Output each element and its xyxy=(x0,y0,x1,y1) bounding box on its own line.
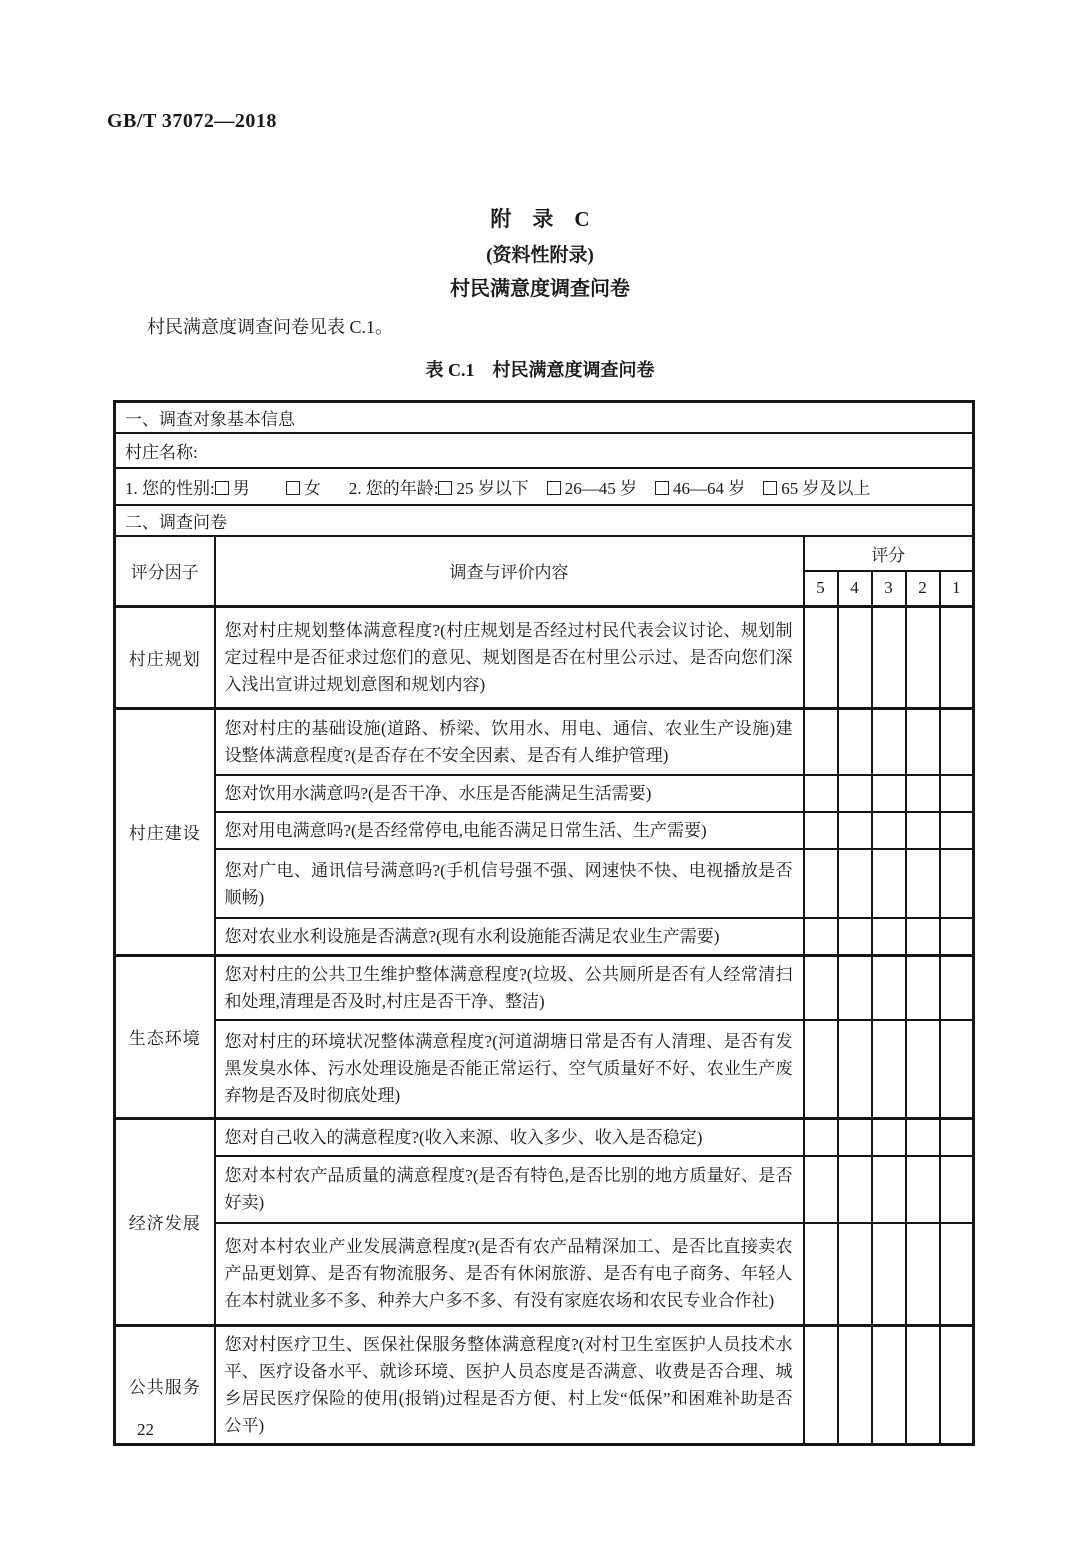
factor-village-construction: 村庄建设 xyxy=(115,708,215,956)
table-row xyxy=(115,402,974,434)
table-row xyxy=(115,606,974,708)
table-row xyxy=(115,956,974,1021)
score-cell[interactable] xyxy=(804,775,838,812)
score-cell[interactable] xyxy=(838,1020,872,1118)
checkbox-icon[interactable] xyxy=(438,481,452,495)
score-cell[interactable] xyxy=(906,956,940,1021)
age-option-label: 46—64 岁 xyxy=(672,479,746,498)
age-option-label: 26—45 岁 xyxy=(564,479,637,498)
factor-public-services: 公共服务 xyxy=(115,1326,215,1445)
section1-header: 一、调查对象基本信息 xyxy=(115,402,974,434)
score-cell[interactable] xyxy=(940,956,974,1021)
table-row xyxy=(115,918,974,956)
age-option-label: 65 岁及以上 xyxy=(781,479,871,498)
col-header-factor: 评分因子 xyxy=(115,536,215,606)
score-cell[interactable] xyxy=(838,606,872,708)
checkbox-icon[interactable] xyxy=(547,481,561,495)
score-cell[interactable] xyxy=(872,956,906,1021)
score-cell[interactable] xyxy=(804,812,838,849)
col-header-score: 评分 xyxy=(804,536,974,571)
score-cell[interactable] xyxy=(940,708,974,775)
score-cell[interactable] xyxy=(872,1326,906,1445)
score-cell[interactable] xyxy=(838,956,872,1021)
score-cell[interactable] xyxy=(838,1223,872,1326)
col-header-content: 调查与评价内容 xyxy=(215,536,804,606)
score-cell[interactable] xyxy=(940,1326,974,1445)
page-number: 22 xyxy=(137,1420,154,1439)
question-text: 您对村庄的环境状况整体满意程度?(河道湖塘日常是否有人清理、是否有发黑发臭水体、污水处理设施是否能正常运行、空气质量好不好、农业生产废弃物是否及时彻底处理) xyxy=(215,1020,804,1118)
score-cell[interactable] xyxy=(804,956,838,1021)
question-text: 您对村庄规划整体满意程度?(村庄规划是否经过村民代表会议讨论、规划制定过程中是否征求过您们的意见、规划图是否在村里公示过、是否向您们深入浅出宣讲过规划意图和规划内容) xyxy=(215,606,804,708)
section2-header: 二、调查问卷 xyxy=(115,505,974,536)
table-row xyxy=(115,849,974,918)
score-cell[interactable] xyxy=(906,1020,940,1118)
score-cell[interactable] xyxy=(940,1156,974,1223)
table-caption: 表 C.1 村民满意度调查问卷 xyxy=(425,360,655,380)
score-cell[interactable] xyxy=(940,775,974,812)
score-cell[interactable] xyxy=(838,708,872,775)
question-text: 您对广电、通讯信号满意吗?(手机信号强不强、网速快不快、电视播放是否顺畅) xyxy=(215,849,804,918)
age-question-label: 2. 您的年龄: xyxy=(348,479,439,498)
age-option-under-25[interactable] xyxy=(438,474,528,499)
gender-option-male-label: 男 xyxy=(232,479,250,498)
score-level-3: 3 xyxy=(872,571,906,606)
question-text: 您对村庄的公共卫生维护整体满意程度?(垃圾、公共厕所是否有人经常清扫和处理,清理是否及时,村庄是否干净、整洁) xyxy=(215,956,804,1021)
score-cell[interactable] xyxy=(940,918,974,956)
age-option-26-45[interactable] xyxy=(547,474,637,499)
survey-table xyxy=(113,400,975,1446)
table-row xyxy=(115,1118,974,1156)
village-name-field[interactable] xyxy=(115,433,974,468)
table-row xyxy=(115,708,974,775)
score-cell[interactable] xyxy=(872,918,906,956)
score-cell[interactable] xyxy=(940,1118,974,1156)
score-cell[interactable] xyxy=(906,1118,940,1156)
score-cell[interactable] xyxy=(872,606,906,708)
score-cell[interactable] xyxy=(872,849,906,918)
demographics-row xyxy=(115,468,974,505)
score-cell[interactable] xyxy=(804,1020,838,1118)
score-cell[interactable] xyxy=(838,775,872,812)
question-text: 您对饮用水满意吗?(是否干净、水压是否能满足生活需要) xyxy=(215,775,804,812)
score-cell[interactable] xyxy=(940,1223,974,1326)
table-row xyxy=(115,433,974,468)
gender-option-male[interactable] xyxy=(215,474,250,499)
score-cell[interactable] xyxy=(872,1020,906,1118)
score-cell[interactable] xyxy=(804,708,838,775)
score-cell[interactable] xyxy=(940,849,974,918)
checkbox-icon[interactable] xyxy=(655,481,669,495)
score-cell[interactable] xyxy=(906,1223,940,1326)
age-option-46-64[interactable] xyxy=(655,474,745,499)
appendix-subtitle: (资料性附录) xyxy=(486,245,594,266)
score-cell[interactable] xyxy=(804,1118,838,1156)
gender-option-female-label: 女 xyxy=(303,479,321,498)
score-cell[interactable] xyxy=(872,1118,906,1156)
score-cell[interactable] xyxy=(838,849,872,918)
score-cell[interactable] xyxy=(940,812,974,849)
score-cell[interactable] xyxy=(940,1020,974,1118)
score-cell[interactable] xyxy=(872,1156,906,1223)
score-cell[interactable] xyxy=(872,775,906,812)
score-cell[interactable] xyxy=(804,1223,838,1326)
factor-ecological-environment: 生态环境 xyxy=(115,956,215,1119)
table-row xyxy=(115,775,974,812)
factor-village-planning: 村庄规划 xyxy=(115,606,215,708)
score-cell[interactable] xyxy=(906,1326,940,1445)
score-cell[interactable] xyxy=(906,708,940,775)
score-level-4: 4 xyxy=(838,571,872,606)
score-cell[interactable] xyxy=(804,1156,838,1223)
question-text: 您对用电满意吗?(是否经常停电,电能否满足日常生活、生产需要) xyxy=(215,812,804,849)
checkbox-icon[interactable] xyxy=(286,481,300,495)
score-cell[interactable] xyxy=(838,1118,872,1156)
checkbox-icon[interactable] xyxy=(763,481,777,495)
question-text: 您对本村农产品质量的满意程度?(是否有特色,是否比别的地方质量好、是否好卖) xyxy=(215,1156,804,1223)
question-text: 您对本村农业产业发展满意程度?(是否有农产品精深加工、是否比直接卖农产品更划算、是否有物流服务、是否有休闲旅游、是否有电子商务、年轻人在本村就业多不多、种养大户多不多、有没有家庭农场和农民专业合作社) xyxy=(215,1223,804,1326)
question-text: 您对村庄的基础设施(道路、桥梁、饮用水、用电、通信、农业生产设施)建设整体满意程度?(是否存在不安全因素、是否有人维护管理) xyxy=(215,708,804,775)
score-cell[interactable] xyxy=(940,606,974,708)
score-level-5: 5 xyxy=(804,571,838,606)
factor-economic-development: 经济发展 xyxy=(115,1118,215,1326)
table-row xyxy=(115,1156,974,1223)
table-row xyxy=(115,1020,974,1118)
score-cell[interactable] xyxy=(906,775,940,812)
table-row xyxy=(115,505,974,536)
score-cell[interactable] xyxy=(838,1156,872,1223)
table-header-row xyxy=(115,536,974,571)
table-row xyxy=(115,1326,974,1445)
table-row xyxy=(115,812,974,849)
score-cell[interactable] xyxy=(872,812,906,849)
score-cell[interactable] xyxy=(804,606,838,708)
gender-option-female[interactable] xyxy=(286,474,321,499)
score-level-1: 1 xyxy=(940,571,974,606)
appendix-label: 附 录 C xyxy=(490,207,590,231)
age-option-label: 25 岁以下 xyxy=(456,479,529,498)
score-level-2: 2 xyxy=(906,571,940,606)
score-cell[interactable] xyxy=(838,918,872,956)
score-cell[interactable] xyxy=(804,918,838,956)
score-cell[interactable] xyxy=(838,812,872,849)
question-text: 您对村医疗卫生、医保社保服务整体满意程度?(对村卫生室医护人员技术水平、医疗设备水平、就诊环境、医护人员态度是否满意、收费是否合理、城乡居民医疗保险的使用(报销)过程是否方便、村上发“低保”和困难补助是否公平) xyxy=(215,1326,804,1445)
question-text: 您对农业水利设施是否满意?(现有水利设施能否满足农业生产需要) xyxy=(215,918,804,956)
standard-number: GB/T 37072—2018 xyxy=(107,110,277,132)
question-text: 您对自己收入的满意程度?(收入来源、收入多少、收入是否稳定) xyxy=(215,1118,804,1156)
appendix-title: 村民满意度调查问卷 xyxy=(450,278,630,300)
score-cell[interactable] xyxy=(838,1326,872,1445)
intro-paragraph: 村民满意度调查问卷见表 C.1。 xyxy=(147,317,394,337)
checkbox-icon[interactable] xyxy=(215,481,229,495)
table-row xyxy=(115,468,974,505)
score-cell[interactable] xyxy=(804,849,838,918)
score-cell[interactable] xyxy=(872,708,906,775)
age-option-65-plus[interactable] xyxy=(763,474,870,499)
score-cell[interactable] xyxy=(906,849,940,918)
score-cell[interactable] xyxy=(906,918,940,956)
score-cell[interactable] xyxy=(906,606,940,708)
score-cell[interactable] xyxy=(906,812,940,849)
score-cell[interactable] xyxy=(906,1156,940,1223)
gender-question-label: 1. 您的性别: xyxy=(125,479,215,498)
village-name-label: 村庄名称: xyxy=(125,443,198,462)
score-cell[interactable] xyxy=(804,1326,838,1445)
table-row xyxy=(115,1223,974,1326)
score-cell[interactable] xyxy=(872,1223,906,1326)
